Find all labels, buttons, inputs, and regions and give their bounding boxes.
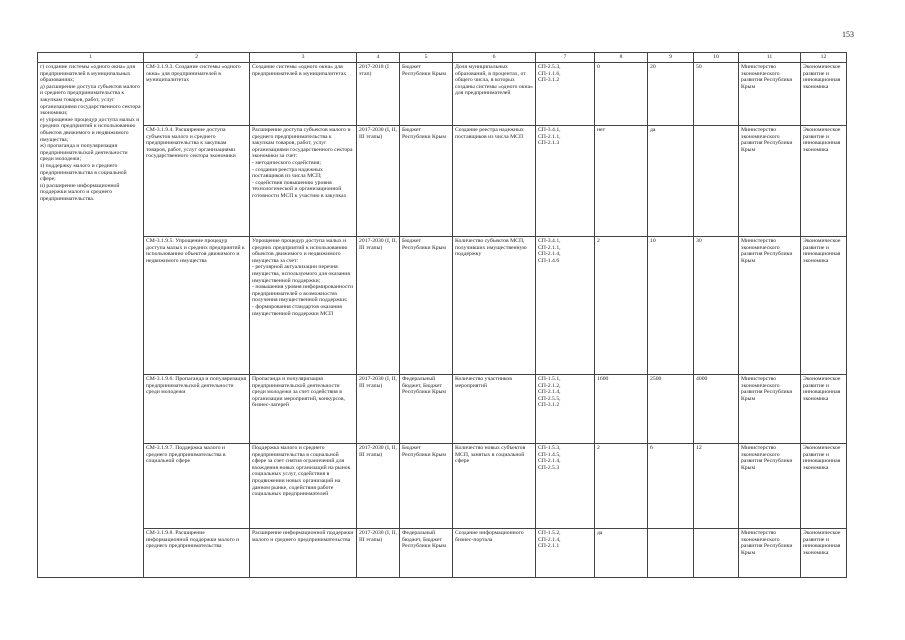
links-cell: СП-2.5.3, СП-1.1.6, СП-3.1.2: [536, 63, 595, 126]
table-row: [38, 126, 847, 237]
goal-cell: г) создание системы «одного окна» для предпринимателей в муниципальных образованиях; д) расширение доступа субъектов малого и среднего предпринимательства к закупкам товаров, работ, услуг организациями государственного сектора экономики; е) упрощение процедур доступа малых и средних предприятий к использованию объектов движимого и недвижимого имущества; ж) пропаганда и популяризация предпринимательской деятельности среди молодежи; з) поддержку малого и среднего предпринимательства в социальной сфере; и) расширение информационной поддержки малого и среднего предпринимательства.: [38, 63, 144, 578]
direction-cell: Экономическое развитие и инновационная экономика: [801, 63, 847, 126]
period-cell: 2017-2018 (I этап): [357, 63, 400, 126]
table-row: [38, 529, 847, 578]
table-row: [38, 237, 847, 375]
direction-cell: Экономическое развитие и инновационная экономика: [801, 444, 847, 529]
indicator-cell: Количество новых субъектов МСП, занятых в социальной сфере: [453, 444, 536, 529]
column-header: 3: [250, 53, 357, 63]
links-cell: СП-1.5.1, СП-2.1.2, СП-2.1.4, СП-2.5.5, СП-3.1.2: [536, 375, 595, 444]
funding-source-cell: Бюджет Республики Крым: [400, 63, 453, 126]
period-cell: 2017-2030 (I, II, III этапы): [357, 375, 400, 444]
value-cell: 2500: [648, 375, 694, 444]
activity-cell: Создание системы «одного окна» для предпринимателей в муниципалитетах: [250, 63, 357, 126]
executor-cell: Министерство экономического развития Республики Крым: [739, 126, 801, 237]
column-header: 8: [595, 53, 648, 63]
value-cell: 30: [694, 237, 739, 375]
executor-cell: Министерство экономического развития Республики Крым: [739, 529, 801, 578]
direction-cell: Экономическое развитие и инновационная экономика: [801, 529, 847, 578]
value-cell: да: [648, 126, 694, 237]
table-row: [38, 63, 847, 126]
page-number: 153: [842, 30, 854, 39]
direction-cell: Экономическое развитие и инновационная экономика: [801, 375, 847, 444]
value-cell: 50: [694, 63, 739, 126]
value-cell: 1600: [595, 375, 648, 444]
links-cell: СП-1.5.3, СП-1.4.5, СП-2.1.4, СП-2.5.3: [536, 444, 595, 529]
column-header: 4: [357, 53, 400, 63]
period-cell: 2017-2030 (I, II, III этапы): [357, 126, 400, 237]
activity-cell: Упрощение процедур доступа малых и средних предприятий к использованию объектов движимого и недвижимого имущества за счет: - регулярной актуализации перечня имущества, используемого для оказания имущественной поддержки; - повышения уровня информированности предпринимателей о возможностях получения имущественной поддержки; - формирования стандартов оказания имущественной поддержки МСП: [250, 237, 357, 375]
value-cell: 20: [648, 63, 694, 126]
funding-source-cell: Бюджет Республики Крым: [400, 237, 453, 375]
value-cell: 2: [595, 444, 648, 529]
funding-source-cell: Бюджет Республики Крым: [400, 126, 453, 237]
executor-cell: Министерство экономического развития Республики Крым: [739, 63, 801, 126]
column-header: 11: [739, 53, 801, 63]
period-cell: 2017-2030 (I, II, III этапы): [357, 444, 400, 529]
funding-source-cell: Федеральный бюджет, Бюджет Республики Крым: [400, 529, 453, 578]
funding-source-cell: Федеральный бюджет, Бюджет Республики Крым: [400, 375, 453, 444]
value-cell: да: [595, 529, 648, 578]
value-cell: 10: [648, 237, 694, 375]
column-header: 1: [38, 53, 144, 63]
direction-cell: Экономическое развитие и инновационная экономика: [801, 237, 847, 375]
column-header: 12: [801, 53, 847, 63]
measure-cell: СМ-3.1.9.3. Создание системы «одного окна» для предпринимателей в муниципалитетах: [144, 63, 250, 126]
value-cell: 0: [595, 63, 648, 126]
measure-cell: СМ-3.1.9.6. Пропаганда и популяризация предпринимательской деятельности среди молодежи: [144, 375, 250, 444]
executor-cell: Министерство экономического развития Республики Крым: [739, 237, 801, 375]
value-cell: [648, 529, 694, 578]
activity-cell: Пропаганда и популяризация предпринимательской деятельности среди молодежи за счет содействия в организации мероприятий, конкурсов, бизнес-лагерей: [250, 375, 357, 444]
indicator-cell: Создание реестра надежных поставщиков из числа МСП: [453, 126, 536, 237]
table-header-row: [38, 53, 847, 63]
executor-cell: Министерство экономического развития Республики Крым: [739, 444, 801, 529]
value-cell: 6: [648, 444, 694, 529]
indicator-cell: Количество субъектов МСП, получивших имущественную поддержку: [453, 237, 536, 375]
column-header: 10: [694, 53, 739, 63]
links-cell: СП-1.5.2, СП-2.1.4, СП-2.1.1: [536, 529, 595, 578]
column-header: 6: [453, 53, 536, 63]
value-cell: нет: [595, 126, 648, 237]
period-cell: 2017-2030 (I, II, III этапы): [357, 237, 400, 375]
value-cell: [694, 126, 739, 237]
table-row: [38, 444, 847, 529]
activity-cell: Расширение информационной поддержки малого и среднего предпринимательства: [250, 529, 357, 578]
column-header: 5: [400, 53, 453, 63]
indicator-cell: Количество участников мероприятий: [453, 375, 536, 444]
value-cell: [694, 529, 739, 578]
period-cell: 2017-2030 (I, II, III этапы): [357, 529, 400, 578]
executor-cell: Министерство экономического развития Республики Крым: [739, 375, 801, 444]
value-cell: 12: [694, 444, 739, 529]
indicator-cell: Создание информационного бизнес-портала: [453, 529, 536, 578]
measure-cell: СМ-3.1.9.5. Упрощение процедур доступа малых и средних предприятий к использованию объектов движимого и недвижимого имущества: [144, 237, 250, 375]
activity-cell: Расширение доступа субъектов малого и среднего предпринимательства к закупкам товаров, работ, услуг организациями государственного сектора экономики за счет: - методического содействия; - создания реестра надежных поставщиков из числа МСП; - содействия повышению уровня технологической и организационной готовности МСП к участию в закупках: [250, 126, 357, 237]
strategy-measures-table: [37, 52, 847, 578]
column-header: 2: [144, 53, 250, 63]
direction-cell: Экономическое развитие и инновационная экономика: [801, 126, 847, 237]
links-cell: СП-3.4.1, СП-2.1.1, СП-2.1.4, СП-1.4.6: [536, 237, 595, 375]
measure-cell: СМ-3.1.9.4. Расширение доступа субъектов малого и среднего предпринимательства к закупкам товаров, работ, услуг организациями государственного сектора экономики: [144, 126, 250, 237]
measure-cell: СМ-3.1.9.8. Расширение информационной поддержки малого и среднего предпринимательства: [144, 529, 250, 578]
measure-cell: СМ-3.1.9.7. Поддержка малого и среднего предпринимательства в социальной сфере: [144, 444, 250, 529]
links-cell: СП-3.4.1, СП-2.1.1, СП-2.1.3: [536, 126, 595, 237]
indicator-cell: Доля муниципальных образований, в процентах, от общего числа, в которых созданы системы «одного окна» для предпринимателей: [453, 63, 536, 126]
column-header: 9: [648, 53, 694, 63]
activity-cell: Поддержка малого и среднего предпринимательства в социальной сфере за счет снятия ограничений для вхождения новых организаций на рынок социальных услуг, содействия в продвижении новых организаций на данном рынке, содействия работе социальных предпринимателей: [250, 444, 357, 529]
column-header: 7: [536, 53, 595, 63]
funding-source-cell: Бюджет Республики Крым: [400, 444, 453, 529]
table-row: [38, 375, 847, 444]
value-cell: 2: [595, 237, 648, 375]
value-cell: 4000: [694, 375, 739, 444]
